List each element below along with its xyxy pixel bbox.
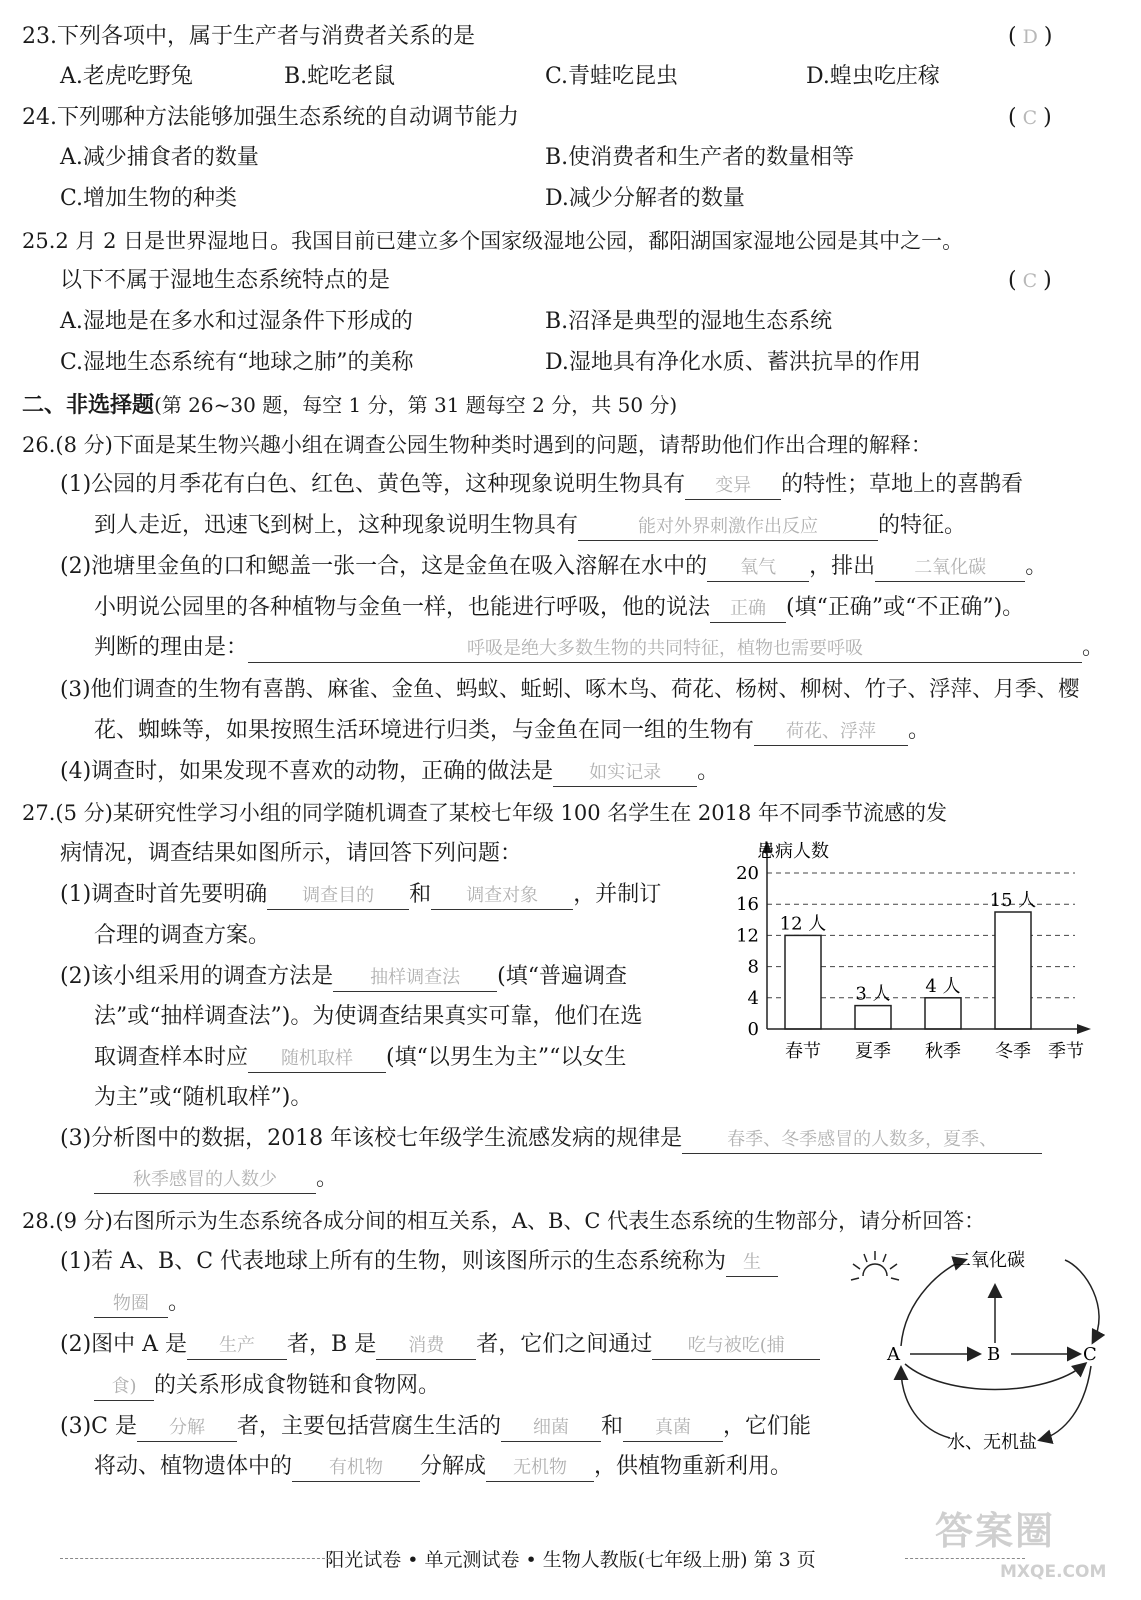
q28-text: 的关系形成食物链和食物网。 xyxy=(154,1373,441,1398)
q23-answer-paren: ( D ) xyxy=(1008,24,1053,49)
ecosystem-diagram xyxy=(835,1238,1115,1468)
q26-text: (2)池塘里金鱼的口和鳃盖一张一合，这是金鱼在吸入溶解在水中的 xyxy=(60,554,708,579)
q28-text: 者，它们之间通过 xyxy=(476,1332,653,1357)
q26-blank-3: 氧气 xyxy=(707,555,809,582)
q26-text: 判断的理由是： xyxy=(94,635,249,660)
q27-text: 和 xyxy=(409,882,432,907)
q28-text: 将动、植物遗体中的 xyxy=(94,1454,293,1479)
q24-answer: C xyxy=(1022,107,1038,129)
q28-text: 分解成 xyxy=(420,1454,487,1479)
bar-value-label: 3 人 xyxy=(855,983,891,1005)
arrow-c-to-water xyxy=(1040,1366,1091,1440)
x-axis-label: 季节 xyxy=(1048,1041,1084,1062)
section2-note: (第 26~30 题，每空 1 分，第 31 题每空 2 分，共 50 分) xyxy=(154,393,678,417)
y-axis-label: 患病人数 xyxy=(757,841,829,862)
y-tick-label: 12 xyxy=(736,925,759,947)
q28-blank-6: 细菌 xyxy=(501,1415,601,1442)
q25-stem-line2: 以下不属于湿地生态系统特点的是 xyxy=(60,268,391,293)
q26-blank-2: 能对外界刺激作出反应 xyxy=(578,514,878,541)
q26-blank-4: 二氧化碳 xyxy=(875,555,1025,582)
q27-text: 取调查样本时应 xyxy=(94,1045,249,1070)
q27-part1-line1 xyxy=(60,880,661,910)
q26-blank-1: 变异 xyxy=(685,473,781,500)
q28-blank-8: 有机物 xyxy=(292,1455,420,1482)
footer-rule-right xyxy=(905,1558,1025,1559)
q27-part1-line2: 合理的调查方案。 xyxy=(94,923,271,948)
q27-part3-line1 xyxy=(60,1124,1042,1154)
q28-blank-1-cont: 物圈 xyxy=(94,1291,168,1318)
q23-option-c: C.青蛙吃昆虫 xyxy=(545,64,679,89)
q27-text: (1)调查时首先要明确 xyxy=(60,882,268,907)
section2-title: 二、非选择题 xyxy=(22,392,155,418)
q25-option-d: D.湿地具有净化水质、蓄洪抗旱的作用 xyxy=(545,350,921,375)
q26-part3-line1: (3)他们调查的生物有喜鹊、麻雀、金鱼、蚂蚁、蚯蚓、啄木鸟、荷花、杨树、柳树、竹子、浮萍、月季、樱 xyxy=(60,677,1080,702)
q23-option-a: A.老虎吃野兔 xyxy=(60,64,193,89)
watermark-logo: 答案圈 xyxy=(935,1509,1056,1553)
x-category-label: 冬季 xyxy=(995,1041,1031,1062)
y-tick-label: 4 xyxy=(747,987,759,1009)
bar-value-label: 12 人 xyxy=(779,913,827,935)
q28-text: (3)C 是 xyxy=(60,1414,137,1439)
q28-part1-line1 xyxy=(60,1247,778,1277)
q23-stem: 23.下列各项中，属于生产者与消费者关系的是 xyxy=(22,24,475,49)
q28-text: (1)若 A、B、C 代表地球上所有的生物，则该图所示的生态系统称为 xyxy=(60,1249,727,1274)
node-co2: 二氧化碳 xyxy=(953,1250,1025,1271)
q28-blank-7: 真菌 xyxy=(623,1415,723,1442)
q28-stem: 28.(9 分)右图所示为生态系统各成分间的相互关系，A、B、C 代表生态系统的生物部分，请分析回答： xyxy=(22,1209,986,1233)
q28-part1-line2 xyxy=(94,1288,190,1318)
q28-blank-3: 消费 xyxy=(376,1333,476,1360)
q26-part4 xyxy=(60,757,719,787)
arrow-c-to-co2 xyxy=(1065,1260,1099,1342)
q23-option-b: B.蛇吃老鼠 xyxy=(284,64,396,89)
q26-text: 的特征。 xyxy=(878,513,967,538)
q28-blank-1: 生 xyxy=(726,1250,778,1277)
y-tick-label: 0 xyxy=(747,1019,759,1040)
q25-option-c: C.湿地生态系统有“地球之肺”的美称 xyxy=(60,350,414,375)
q26-text: 。 xyxy=(1025,554,1048,579)
q27-blank-1: 调查目的 xyxy=(267,883,409,910)
q27-text: (填“普遍调查 xyxy=(497,964,628,989)
x-category-label: 春节 xyxy=(785,1041,821,1062)
q27-text: (填“以男生为主”“以女生 xyxy=(386,1045,627,1070)
footer-text: 阳光试卷 • 单元测试卷 • 生物人教版(七年级上册) 第 3 页 xyxy=(325,1549,816,1571)
q24-option-a: A.减少捕食者的数量 xyxy=(60,145,259,170)
q28-part3-line2 xyxy=(94,1452,792,1482)
q26-text: ，排出 xyxy=(809,554,876,579)
q28-blank-4-cont: 食) xyxy=(94,1374,154,1401)
q26-text: 到人走近，迅速飞到树上，这种现象说明生物具有 xyxy=(94,513,579,538)
q28-part2-line2 xyxy=(94,1371,440,1401)
q24-option-b: B.使消费者和生产者的数量相等 xyxy=(545,145,855,170)
q26-blank-7: 荷花、浮萍 xyxy=(754,719,908,746)
q26-text: (1)公园的月季花有白色、红色、黄色等，这种现象说明生物具有 xyxy=(60,472,686,497)
q25-answer: C xyxy=(1022,270,1038,292)
q27-part2-line1 xyxy=(60,962,627,992)
q25-option-a: A.湿地是在多水和过湿条件下形成的 xyxy=(60,309,413,334)
q24-stem: 24.下列哪种方法能够加强生态系统的自动调节能力 xyxy=(22,105,519,130)
y-tick-label: 20 xyxy=(736,863,759,884)
q26-text: (填“正确”或“不正确”)。 xyxy=(786,595,1025,620)
arrow-water-to-a xyxy=(901,1368,950,1438)
q26-part2-line3 xyxy=(94,633,1104,663)
arrow-a-to-c xyxy=(905,1364,1085,1390)
q27-blank-2: 调查对象 xyxy=(431,883,573,910)
watermark-url: MXQE.COM xyxy=(1000,1562,1107,1582)
q26-part1-line1 xyxy=(60,470,1023,500)
q28-text: ，它们能 xyxy=(723,1414,812,1439)
bar xyxy=(925,998,961,1029)
q26-part1-line2 xyxy=(94,511,966,541)
node-a: A xyxy=(887,1344,900,1365)
q23-option-d: D.蝗虫吃庄稼 xyxy=(806,64,940,89)
q27-blank-3: 抽样调查法 xyxy=(333,965,497,992)
q28-text: 。 xyxy=(168,1290,191,1315)
q26-blank-8: 如实记录 xyxy=(553,760,697,787)
y-tick-label: 16 xyxy=(736,894,759,916)
q26-text: 花、蜘蛛等，如果按照生活环境进行归类，与金鱼在同一组的生物有 xyxy=(94,718,755,743)
q26-text: 。 xyxy=(1082,635,1105,660)
q26-text: 的特性；草地上的喜鹊看 xyxy=(781,472,1024,497)
q28-part3-line1 xyxy=(60,1412,811,1442)
q27-text: (2)该小组采用的调查方法是 xyxy=(60,964,334,989)
q27-blank-5: 春季、冬季感冒的人数多，夏季、 xyxy=(682,1127,1042,1154)
q25-stem-line1: 25.2 月 2 日是世界湿地日。我国目前已建立多个国家级湿地公园，鄱阳湖国家湿地公园是其中之一。 xyxy=(22,229,964,253)
q25-option-b: B.沼泽是典型的湿地生态系统 xyxy=(545,309,833,334)
x-axis-arrow xyxy=(1077,1024,1091,1034)
q27-part2-line4: 为主”或“随机取样”)。 xyxy=(94,1085,313,1110)
x-category-label: 秋季 xyxy=(925,1041,961,1062)
q28-blank-9: 无机物 xyxy=(486,1455,594,1482)
q26-text: 。 xyxy=(697,759,720,784)
bar-value-label: 4 人 xyxy=(925,975,961,997)
q26-text: (4)调查时，如果发现不喜欢的动物，正确的做法是 xyxy=(60,759,554,784)
q28-blank-2: 生产 xyxy=(187,1333,287,1360)
q28-text: ，供植物重新利用。 xyxy=(594,1454,793,1479)
footer-rule-left xyxy=(60,1558,330,1559)
q26-blank-6: 呼吸是绝大多数生物的共同特征，植物也需要呼吸 xyxy=(248,636,1082,663)
node-b: B xyxy=(987,1344,1001,1365)
q27-stem-line1: 27.(5 分)某研究性学习小组的同学随机调查了某校七年级 100 名学生在 2018 年不同季节流感的发 xyxy=(22,801,948,825)
q28-blank-5: 分解 xyxy=(137,1415,237,1442)
q27-blank-4: 随机取样 xyxy=(248,1046,386,1073)
q26-part2-line2 xyxy=(94,593,1024,623)
bar xyxy=(855,1006,891,1029)
x-category-label: 夏季 xyxy=(855,1041,891,1062)
node-water-salts: 水、无机盐 xyxy=(947,1432,1037,1453)
q26-part3-line2 xyxy=(94,716,930,746)
y-tick-label: 8 xyxy=(747,956,759,978)
q23-answer: D xyxy=(1022,26,1038,48)
q26-blank-5: 正确 xyxy=(710,596,786,623)
q27-part2-line3 xyxy=(94,1043,626,1073)
q24-answer-paren: ( C ) xyxy=(1008,105,1052,130)
q28-text: 者，B 是 xyxy=(287,1332,377,1357)
sun-icon xyxy=(851,1251,899,1280)
q27-part3-line2 xyxy=(94,1164,338,1194)
flu-bar-chart xyxy=(705,835,1105,1065)
arrow-co2-to-a xyxy=(901,1260,965,1346)
q26-text: 小明说公园里的各种植物与金鱼一样，也能进行呼吸，他的说法 xyxy=(94,595,711,620)
bar xyxy=(785,935,821,1029)
q26-part2-line1 xyxy=(60,552,1047,582)
q27-text: 。 xyxy=(316,1166,339,1191)
q28-text: 者，主要包括营腐生生活的 xyxy=(237,1414,502,1439)
q27-text: ，并制订 xyxy=(573,882,662,907)
q24-option-c: C.增加生物的种类 xyxy=(60,186,238,211)
q27-text: (3)分析图中的数据，2018 年该校七年级学生流感发病的规律是 xyxy=(60,1126,683,1151)
section2-heading xyxy=(22,390,677,420)
q25-answer-paren: ( C ) xyxy=(1008,268,1052,293)
q27-blank-5-cont: 秋季感冒的人数少 xyxy=(94,1167,316,1194)
q28-text: (2)图中 A 是 xyxy=(60,1332,188,1357)
q26-text: 。 xyxy=(908,718,931,743)
q28-text: 和 xyxy=(601,1414,624,1439)
q28-blank-4: 吃与被吃(捕 xyxy=(652,1333,820,1360)
bar xyxy=(995,912,1031,1029)
q24-option-d: D.减少分解者的数量 xyxy=(545,186,745,211)
q28-part2-line1 xyxy=(60,1330,820,1360)
q26-stem: 26.(8 分)下面是某生物兴趣小组在调查公园生物种类时遇到的问题，请帮助他们作出合理的解释： xyxy=(22,433,932,457)
bar-value-label: 15 人 xyxy=(989,890,1037,911)
q27-part2-line2: 法”或“抽样调查法”)。为使调查结果真实可靠，他们在选 xyxy=(94,1004,643,1029)
q27-stem-line2: 病情况，调查结果如图所示，请回答下列问题： xyxy=(60,841,523,866)
node-c: C xyxy=(1083,1344,1097,1365)
